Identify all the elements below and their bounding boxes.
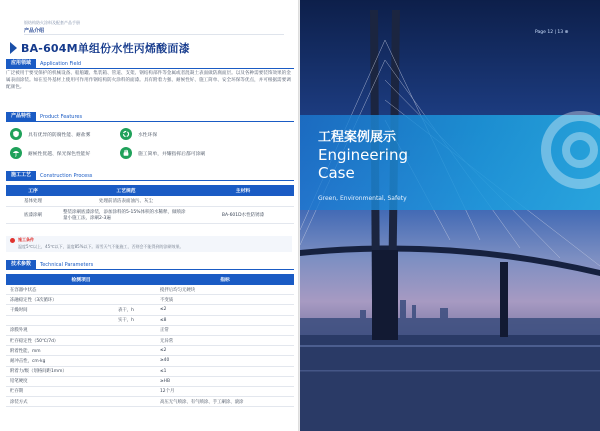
table-cell: [114, 335, 156, 345]
chevron-right-icon: [10, 42, 17, 54]
table-row: [6, 366, 294, 376]
table-cell: [114, 346, 156, 356]
section-label-en: Product Features: [40, 113, 83, 120]
table-cell: ≥40: [156, 356, 294, 366]
section-features-heading: [6, 112, 82, 121]
table-cell: [114, 285, 156, 295]
table-cell: ≤2: [156, 346, 294, 356]
table-cell: 无异常: [156, 335, 294, 345]
table-cell: 处理前清洁表面油污、灰尘: [60, 196, 192, 207]
table-cell: 耐冲击性，cm·kg: [6, 356, 114, 366]
table-cell: ≤2: [156, 305, 294, 315]
table-cell: [114, 386, 156, 396]
section-label-cn: 应用领域: [6, 59, 36, 68]
table-cell: 不变质: [156, 295, 294, 305]
recycle-icon: [120, 128, 132, 140]
section-divider: [6, 180, 294, 181]
section-label-cn: 技术参数: [6, 260, 36, 269]
table-row: [6, 196, 294, 207]
technical-table: [6, 274, 294, 407]
table-cell: [114, 356, 156, 366]
table-cell: [114, 325, 156, 335]
feature-text: 具有优异的防腐性能、耐盐雾: [28, 132, 91, 138]
table-cell: 底漆涂刷: [6, 207, 60, 224]
note-text: 温度5℃以上，45℃以下，湿度85%以下。雨雪天气不能施工，否则会不能得到的涂刷效果。: [18, 244, 184, 249]
table-cell: 基体处理: [6, 196, 60, 207]
table-cell: [114, 397, 156, 407]
feature-item: [120, 128, 157, 140]
table-cell: 冻融稳定性（3次循环）: [6, 295, 114, 305]
table-row: [6, 356, 294, 366]
feature-text: 水性环保: [138, 132, 158, 138]
section-label-en: Construction Process: [40, 172, 93, 179]
table-header: 工艺规范: [60, 185, 192, 196]
table-cell: 铅笔硬度: [6, 376, 114, 386]
table-row: [6, 376, 294, 386]
table-cell: 实干，h: [114, 315, 156, 325]
table-row: [6, 386, 294, 396]
table-row: [6, 315, 294, 325]
section-label-en: Technical Parameters: [40, 261, 94, 268]
table-cell: 正常: [156, 325, 294, 335]
section-application-heading: [6, 59, 81, 68]
section-divider: [6, 68, 294, 69]
table-cell: 在容器中状态: [6, 285, 114, 295]
table-cell: 干燥时间: [6, 305, 114, 315]
table-cell: 附着性能，mm: [6, 346, 114, 356]
feature-item: [10, 147, 90, 159]
right-page: [300, 0, 600, 431]
umbrella-icon: [10, 147, 22, 159]
table-header: 指标: [156, 274, 294, 285]
feature-item: [10, 128, 90, 140]
table-row: [6, 346, 294, 356]
page-number: Page 12 | 13 ⊕: [535, 30, 569, 35]
shield-icon: [10, 128, 22, 140]
table-cell: [114, 376, 156, 386]
table-header: 工序: [6, 185, 60, 196]
table-cell: [192, 196, 294, 207]
section-label-en: Application Field: [40, 60, 82, 67]
table-header: 检测项目: [6, 274, 156, 285]
table-cell: 涂膜外观: [6, 325, 114, 335]
section-construction-heading: [6, 171, 92, 180]
page-title: BA-604M单组份水性丙烯酸面漆: [21, 42, 190, 55]
case-title-cn: 工程案例展示: [318, 130, 397, 145]
section-divider: [6, 121, 294, 122]
note-title: 施工条件: [18, 237, 34, 242]
construction-note: [6, 236, 292, 252]
table-cell: [114, 295, 156, 305]
case-title-en: [318, 146, 458, 182]
construction-table: [6, 185, 294, 224]
table-row: [6, 335, 294, 345]
application-text: 广泛被用于要受保护的机械设备、船舶罐、集装箱、管道、支架、钢结构部件等金属或者混凝土表面做防腐面层。以及各种需要装饰效果的金属表面涂装。如在室外基材上使用可作用作钢结构防火涂料的面漆。具有附着力强、耐候性好、施工简单、安全环保等优点，并可根据需要调配颜色。: [6, 71, 291, 91]
feature-text: 施工简单，并耀指挥后都可涂刷: [138, 151, 206, 157]
warning-icon: [10, 238, 15, 243]
table-cell: BA-601D水性防锈漆: [192, 207, 294, 224]
table-header: 主材料: [192, 185, 294, 196]
table-cell: 贮存期: [6, 386, 114, 396]
header-breadcrumb: 银结构防火涂料及配套产品手册: [24, 20, 80, 25]
feature-item: [120, 147, 205, 159]
table-cell: 搅拌后均匀无硬块: [156, 285, 294, 295]
section-technical-heading: [6, 260, 93, 269]
table-cell: 整装涂刷底漆涂装，添加涂料的5-15%体积的水稀释，做喷涂量小施工法，涂刷2-3遍: [60, 207, 192, 224]
brand-logo-icon: [540, 90, 600, 210]
case-title-en-line1: Engineering: [318, 146, 408, 164]
header-section: 产品介绍: [24, 28, 45, 34]
hand-icon: [120, 147, 132, 159]
table-cell: ≥HB: [156, 376, 294, 386]
section-divider: [6, 269, 294, 270]
table-row: [6, 285, 294, 295]
header-divider: [24, 34, 284, 35]
table-row: [6, 295, 294, 305]
table-cell: ≤8: [156, 315, 294, 325]
section-label-cn: 施工工艺: [6, 171, 36, 180]
section-label-cn: 产品特性: [6, 112, 36, 121]
table-cell: 涂装方式: [6, 397, 114, 407]
table-row: [6, 397, 294, 407]
table-cell: 高压无气喷涂、有气喷涂、手工刷涂、滚涂: [156, 397, 294, 407]
table-cell: ≤1: [156, 366, 294, 376]
table-cell: 表干，h: [114, 305, 156, 315]
table-cell: 附着力/级（划格间距1mm）: [6, 366, 114, 376]
table-row: [6, 207, 294, 224]
table-cell: 贮存稳定性（50℃/7d）: [6, 335, 114, 345]
table-cell: 12个月: [156, 386, 294, 396]
page-title-row: [10, 40, 190, 56]
case-tagline: Green, Environmental, Safety: [318, 195, 407, 202]
feature-text: 耐候性优越、保光保色性能好: [28, 151, 91, 157]
table-row: [6, 325, 294, 335]
table-row: [6, 305, 294, 315]
bridge-photo: [300, 0, 600, 431]
table-cell: [114, 366, 156, 376]
case-title-en-line2: Case: [318, 164, 355, 182]
table-cell: [6, 315, 114, 325]
